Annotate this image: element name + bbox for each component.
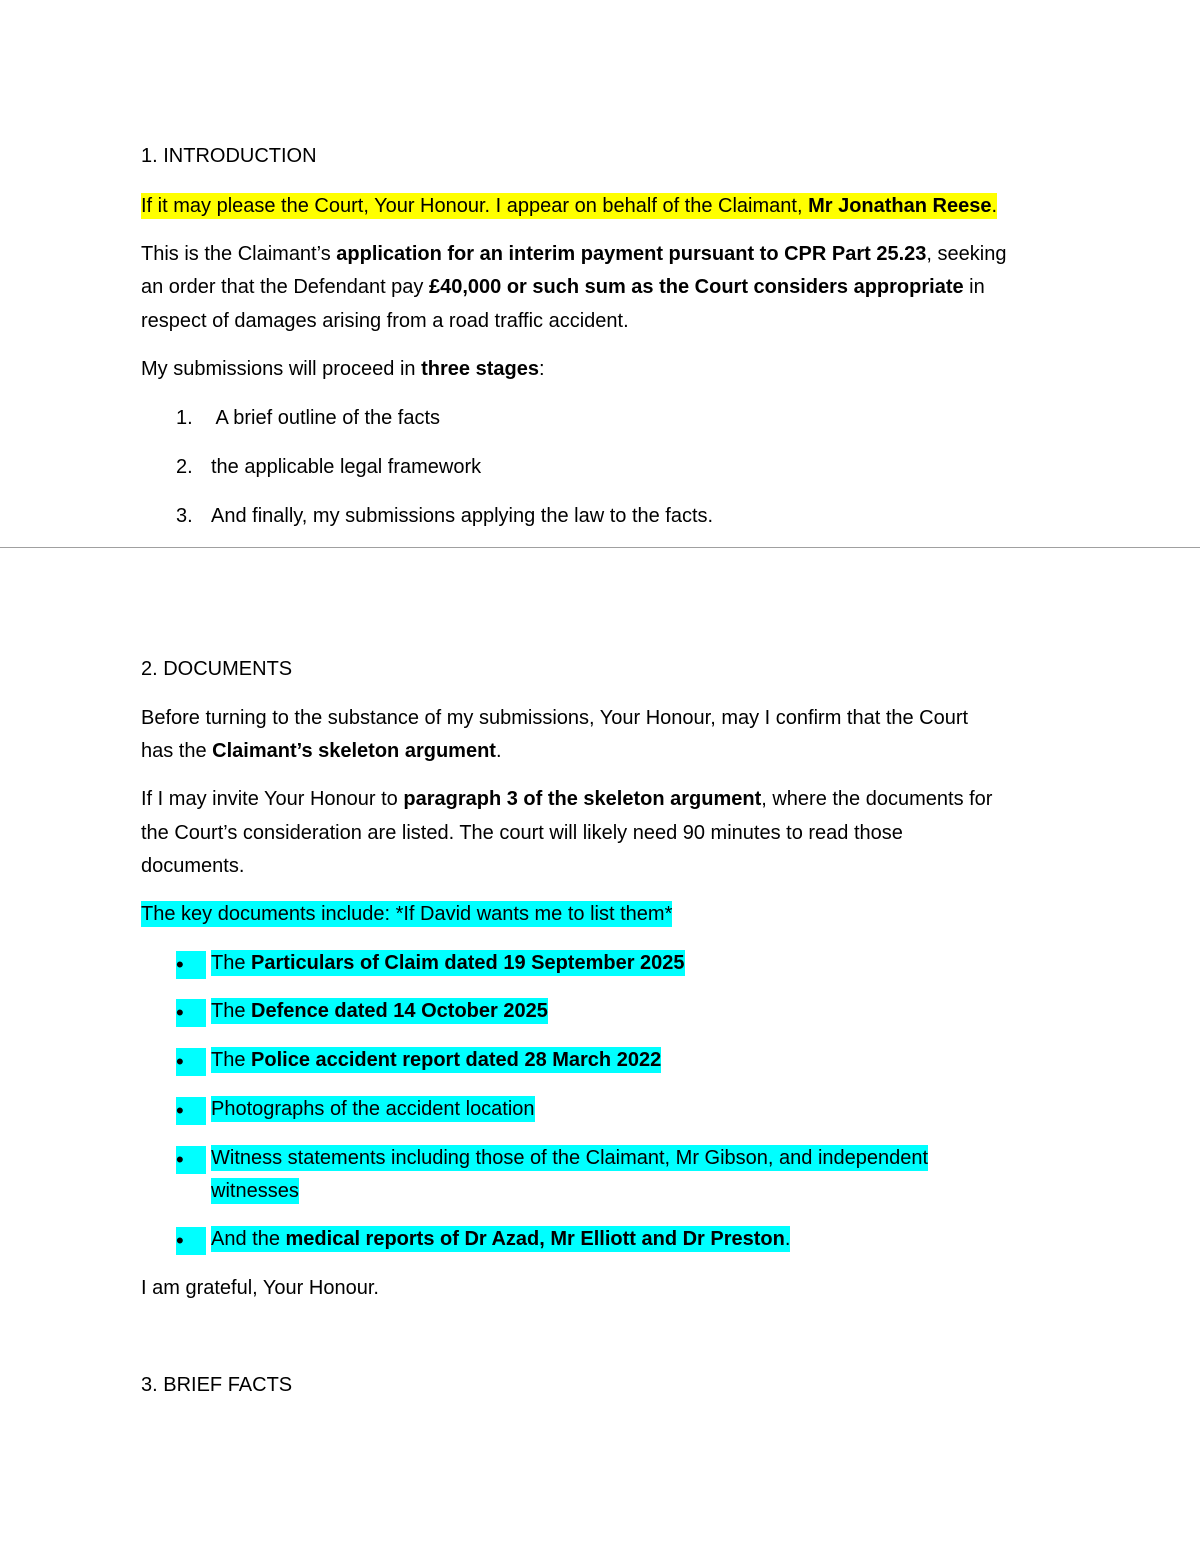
list-item: [211, 999, 548, 1023]
text: And the: [211, 1228, 286, 1250]
section-heading-brief-facts: [141, 1373, 292, 1397]
highlighted-text: The key documents include: *If David wants me to list them*: [141, 903, 673, 925]
invite-paragraph-line1: [141, 787, 992, 811]
text: documents.: [141, 855, 245, 877]
application-paragraph-line2: [141, 275, 985, 299]
text: .: [495, 740, 502, 762]
highlighted-text: [141, 193, 997, 219]
list-item: the applicable legal framework: [211, 456, 482, 478]
text: the Court’s consideration are listed. The court will likely need 90 minutes to read those: [141, 822, 903, 844]
heading-text: 2. DOCUMENTS: [141, 658, 293, 680]
confirm-paragraph-line1: [141, 706, 968, 730]
text: , where the documents for: [761, 788, 993, 810]
claimant-name: Mr Jonathan Reese: [808, 195, 992, 217]
closing-paragraph: [141, 1276, 379, 1300]
text: witnesses: [211, 1180, 299, 1202]
bold-text: Claimant’s skeleton argument: [212, 740, 496, 762]
punctuation: .: [991, 195, 998, 217]
text: Photographs of the accident location: [211, 1098, 535, 1120]
list-marker: 3.: [176, 505, 193, 527]
text: an order that the Defendant pay: [141, 276, 429, 298]
section-heading-documents: [141, 657, 292, 681]
list-item-continuation: [211, 1179, 299, 1203]
heading-text: 3. BRIEF FACTS: [141, 1374, 293, 1396]
text: .: [784, 1228, 791, 1250]
text: has the: [141, 740, 213, 762]
text: Before turning to the substance of my submissions, Your Honour, may I confirm that the Court: [141, 707, 969, 729]
bullet-icon: •: [176, 999, 206, 1027]
list-item: And finally, my submissions applying the law to the facts.: [211, 505, 714, 527]
bold-text: application for an interim payment pursuant to CPR Part 25.23: [336, 243, 927, 265]
intro-text: If it may please the Court, Your Honour. I appear on behalf of the Claimant,: [141, 195, 809, 217]
text: Witness statements including those of the Claimant, Mr Gibson, and independent: [211, 1147, 929, 1169]
stages-paragraph: [141, 357, 545, 381]
invite-paragraph-line3: [141, 854, 244, 878]
section-heading-introduction: [141, 144, 317, 168]
list-item: [211, 1146, 928, 1170]
bold-text: medical reports of Dr Azad, Mr Elliott and Dr Preston: [285, 1228, 785, 1250]
bold-text: Defence dated 14 October 2025: [251, 1000, 548, 1022]
invite-paragraph-line2: [141, 821, 903, 845]
bullet-icon: •: [176, 1227, 206, 1255]
application-paragraph-line3: [141, 309, 629, 333]
application-paragraph-line1: [141, 242, 1006, 266]
text: This is the Claimant’s: [141, 243, 337, 265]
confirm-paragraph-line2: [141, 739, 502, 763]
intro-paragraph: [141, 194, 997, 218]
text: The: [211, 1000, 252, 1022]
list-item: [211, 1048, 661, 1072]
list-item: [211, 951, 685, 975]
text: , seeking: [926, 243, 1007, 265]
page-divider: [0, 547, 1200, 548]
text: respect of damages arising from a road traffic accident.: [141, 310, 629, 332]
list-marker: 1.: [176, 407, 193, 429]
bold-text: Particulars of Claim dated 19 September 2025: [251, 952, 685, 974]
bold-text: three stages: [421, 358, 539, 380]
text: If I may invite Your Honour to: [141, 788, 404, 810]
bullet-icon: •: [176, 1097, 206, 1125]
text: My submissions will proceed in: [141, 358, 422, 380]
list-marker: 2.: [176, 456, 193, 478]
text: The: [211, 952, 252, 974]
key-documents-intro: [141, 902, 672, 926]
text: :: [538, 358, 545, 380]
bold-text: £40,000 or such sum as the Court considers appropriate: [428, 276, 964, 298]
heading-text: 1. INTRODUCTION: [141, 145, 317, 167]
bold-text: paragraph 3 of the skeleton argument: [403, 788, 762, 810]
text: The: [211, 1049, 252, 1071]
list-item: [211, 1227, 790, 1251]
bullet-icon: •: [176, 951, 206, 979]
bold-text: Police accident report dated 28 March 2022: [251, 1049, 662, 1071]
bullet-icon: •: [176, 1146, 206, 1174]
text: I am grateful, Your Honour.: [141, 1277, 379, 1299]
bullet-icon: •: [176, 1048, 206, 1076]
list-item: A brief outline of the facts: [211, 407, 441, 429]
list-item: [211, 1097, 535, 1121]
text: in: [963, 276, 985, 298]
